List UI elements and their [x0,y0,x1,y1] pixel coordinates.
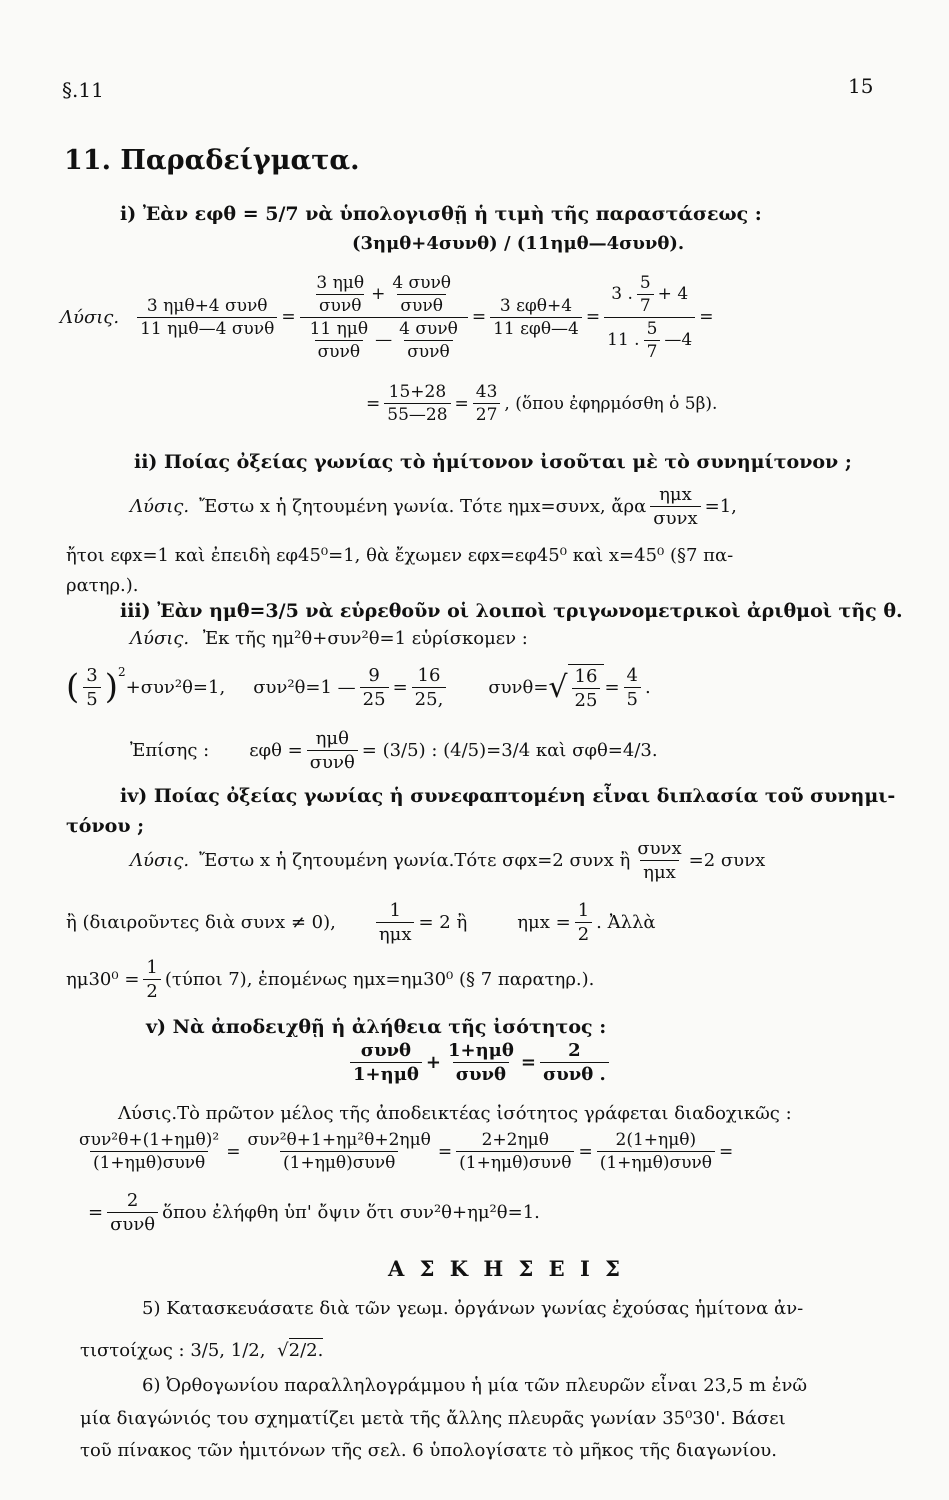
solution-label: Λύσις. [60,306,120,328]
period: . [644,676,651,698]
example-i-solution-row [60,262,713,372]
term: = (3/5) : (4/5)=3/4 καὶ σφθ=4/3. [361,740,658,761]
denominator: συνθ [107,1212,158,1235]
section-ref: §.11 [62,78,104,102]
numerator: συνx [637,838,682,859]
solution-text: Ἔστω x ἡ ζητουμένη γωνία.Τότε σφx=2 συνx ἢ [199,850,631,871]
denominator: 55—28 [384,403,450,425]
note: , (ὅπου ἐφηρμόσθη ὁ 5β). [504,393,718,414]
section-title: 11. Παραδείγματα. [64,145,360,176]
numerator: 16 [417,664,441,686]
numerator: 2 [126,1190,139,1211]
numerator: 1 [389,900,401,921]
denominator: 25 [572,688,601,711]
equals: = [471,307,487,327]
equals-one: =1, [704,496,737,517]
sqrt-sign: √ [277,1340,289,1361]
example-iv-statement-cont: τόνου ; [66,815,145,837]
equals: = [454,393,469,414]
numerator: συν²θ+(1+ημθ)² [79,1130,220,1150]
compound-fraction [604,273,695,362]
equals: = [88,1202,104,1223]
term: = 2 ἢ [418,912,468,933]
exercise-6-line3: τοῦ πίνακος τῶν ἡμιτόνων τῆς σελ. 6 ὑπολογίσατε τὸ μῆκος τῆς διαγωνίου. [80,1440,777,1461]
denominator: 2 [143,979,160,1002]
denominator: συνθ . [540,1062,609,1085]
exercises-heading: Α Σ Κ Η Σ Ε Ι Σ [388,1256,624,1281]
numerator: 43 [475,382,498,402]
equals: = [226,1141,241,1162]
numerator: 1 [577,900,590,921]
equals: = [392,676,408,698]
example-i-statement: i) Ἐὰν εφθ = 5/7 νὰ ὑπολογισθῇ ἡ τιμὴ τῆς παραστάσεως : [120,203,762,225]
example-iv-line3 [66,957,594,1002]
equals: = [604,676,620,698]
example-iii-tangent-row [130,728,658,773]
term: —4 [664,330,693,350]
equals: = [719,1141,734,1162]
denominator: συνθ [397,294,446,316]
sqrt-sign: √ [548,669,568,705]
denominator: 11 ημθ—4 συνθ [137,317,277,339]
minus: — [375,330,393,350]
numerator: 9 [368,664,380,686]
denominator: (1+ημθ)συνθ [456,1151,574,1173]
example-iv-statement: iv) Ποίας ὀξείας γωνίας ἡ συνεφαπτομένη εἶναι διπλασία τοῦ συνημι- [120,785,896,807]
open-paren: ( [66,667,80,707]
example-v-statement: v) Νὰ ἀποδειχθῇ ἡ ἀλήθεια τῆς ἰσότητος : [146,1016,607,1038]
numerator: 4 συνθ [399,318,458,339]
equals: = [366,393,381,414]
equals: = [520,1052,536,1073]
numerator: 5 [646,318,658,339]
example-ii-statement: ii) Ποίας ὀξείας γωνίας τὸ ἡμίτονον ἰσοῦται μὲ τὸ συνημίτονον ; [134,451,852,473]
exponent: 2 [117,665,126,679]
term: 3 . [611,284,633,304]
term: +συν²θ=1, [125,676,226,698]
denominator: συνθ [404,340,453,362]
numerator: 1 [146,957,158,978]
term: ὅπου ἐλήφθη ὑπ' ὄψιν ὅτι συν²θ+ημ²θ=1. [162,1202,540,1223]
numerator: 1+ημθ [447,1040,514,1061]
page-number: 15 [848,74,874,98]
equals: = [281,307,296,327]
numerator: 15+28 [388,382,447,402]
term: (τύποι 7), ἑπομένως ημx=ημ30⁰ (§ 7 παρατηρ.). [164,969,595,990]
denominator: 2 [575,922,592,945]
example-iii-statement: iii) Ἐὰν ημθ=3/5 νὰ εὑρεθοῦν οἱ λοιποὶ τριγωνομετρικοὶ ἀριθμοὶ τῆς θ. [120,600,903,622]
equals: = [699,307,714,327]
example-iii-equation-row [66,655,651,719]
exercise-6-line1: 6) Ὀρθογωνίου παραλληλογράμμου ἡ μία τῶν πλευρῶν εἶναι 23,5 m ἐνῶ [142,1375,808,1396]
plus: + [425,1052,441,1073]
example-ii-line2: ἤτοι εφx=1 καὶ ἐπειδὴ εφ45⁰=1, θὰ ἔχωμεν εφx=εφ45⁰ καὶ x=45⁰ (§7 πα- [66,545,734,566]
exercise-5-line1: 5) Κατασκευάσατε διὰ τῶν γεωμ. ὀργάνων γωνίας ἐχούσας ἡμίτονα ἀν- [142,1298,804,1319]
numerator: 4 [626,664,638,686]
numerator: 4 συνθ [392,272,452,293]
term: συνθ= [488,676,549,698]
radicand: 2/2. [288,1340,324,1361]
denominator: 5 [83,687,100,710]
denominator: 7 [644,340,661,362]
denominator: 7 [637,294,654,316]
denominator: 1+ημθ [350,1062,422,1085]
example-iii-solution-row [130,628,528,649]
solution-label: Λύσις. [130,628,190,649]
example-iv-solution-row [130,838,765,883]
example-v-conclusion [88,1190,540,1235]
term: συν²θ=1 — [253,676,356,698]
term: . Ἀλλὰ [596,912,656,933]
exercise-6-line2: μία διαγώνιός του σχηματίζει μετὰ τῆς ἄλλης πλευρᾶς γωνίαν 35⁰30'. Βάσει [80,1408,786,1429]
example-ii-line3: ρατηρ.). [66,575,139,596]
denominator: 27 [473,403,501,425]
numerator: 5 [639,272,651,293]
denominator: συνθ [307,750,358,773]
term: ημx = [517,912,571,933]
solution-label: Λύσις. [130,496,190,517]
numerator: συνθ [360,1040,412,1061]
term: ημ30⁰ = [66,969,140,990]
fraction [490,296,582,339]
denominator: ημx [640,860,679,883]
denominator: 25 [360,687,389,710]
denominator: συνθ [453,1062,509,1085]
denominator: (1+ημθ)συνθ [597,1151,715,1173]
numerator: 3 εφθ+4 [499,295,573,316]
numerator: 2(1+ημθ) [615,1130,697,1150]
solution-text: Ἐκ τῆς ημ²θ+συν²θ=1 εὑρίσκομεν : [202,628,528,649]
denominator: 5 [624,687,641,710]
numerator: 16 [574,665,598,687]
numerator: 3 [86,664,98,686]
equals: = [437,1141,453,1162]
denominator: συνx [650,506,700,529]
fraction [137,296,277,339]
equals: = [585,307,601,327]
example-v-derivation [72,1130,733,1173]
solution-label: Λύσις. [130,850,190,871]
denominator: συνθ [316,294,365,316]
term: 11 . [607,330,640,350]
equals: = [578,1141,593,1162]
numerator: 11 ημθ [309,318,369,339]
numerator: 2 [568,1040,581,1061]
also-label: Ἐπίσης : [130,740,210,761]
numerator: 2+2ημθ [481,1130,549,1150]
example-i-result-row [366,382,717,425]
term: τιστοίχως : 3/5, 1/2, [80,1340,266,1361]
example-iv-line2 [66,900,896,945]
numerator: 3 ημθ+4 συνθ [146,295,268,316]
denominator: 11 εφθ—4 [490,317,582,339]
plus: + [371,284,386,304]
term: ἢ (διαιροῦντες διὰ συνx ≠ 0), [66,912,336,933]
example-i-expression: (3ημθ+4συνθ) / (11ημθ—4συνθ). [352,233,685,254]
numerator: συν²θ+1+ημ²θ+2ημθ [247,1130,431,1150]
term: + 4 [657,284,689,304]
term: =2 συνx [688,850,766,871]
denominator: (1+ημθ)συνθ [280,1151,398,1173]
numerator: ημθ [315,728,349,749]
example-v-identity [346,1040,613,1085]
denominator: συνθ [315,340,364,362]
compound-fraction [300,273,468,362]
denominator: (1+ημθ)συνθ [90,1151,208,1173]
solution-text: Ἔστω x ἡ ζητουμένη γωνία. Τότε ημx=συνx, ἄρα [199,496,647,517]
term: εφθ = [249,740,303,761]
denominator: 25, [412,687,447,710]
numerator: 3 ημθ [316,272,365,293]
example-ii-solution-row [130,484,737,529]
exercise-5-line2 [80,1338,323,1361]
example-v-solution-line: Λύσις.Τὸ πρῶτον μέλος τῆς ἀποδεικτέας ἰσότητος γράφεται διαδοχικῶς : [118,1103,792,1124]
numerator: ημx [659,484,692,505]
close-paren: ) [104,667,118,707]
denominator: ημx [376,922,415,945]
